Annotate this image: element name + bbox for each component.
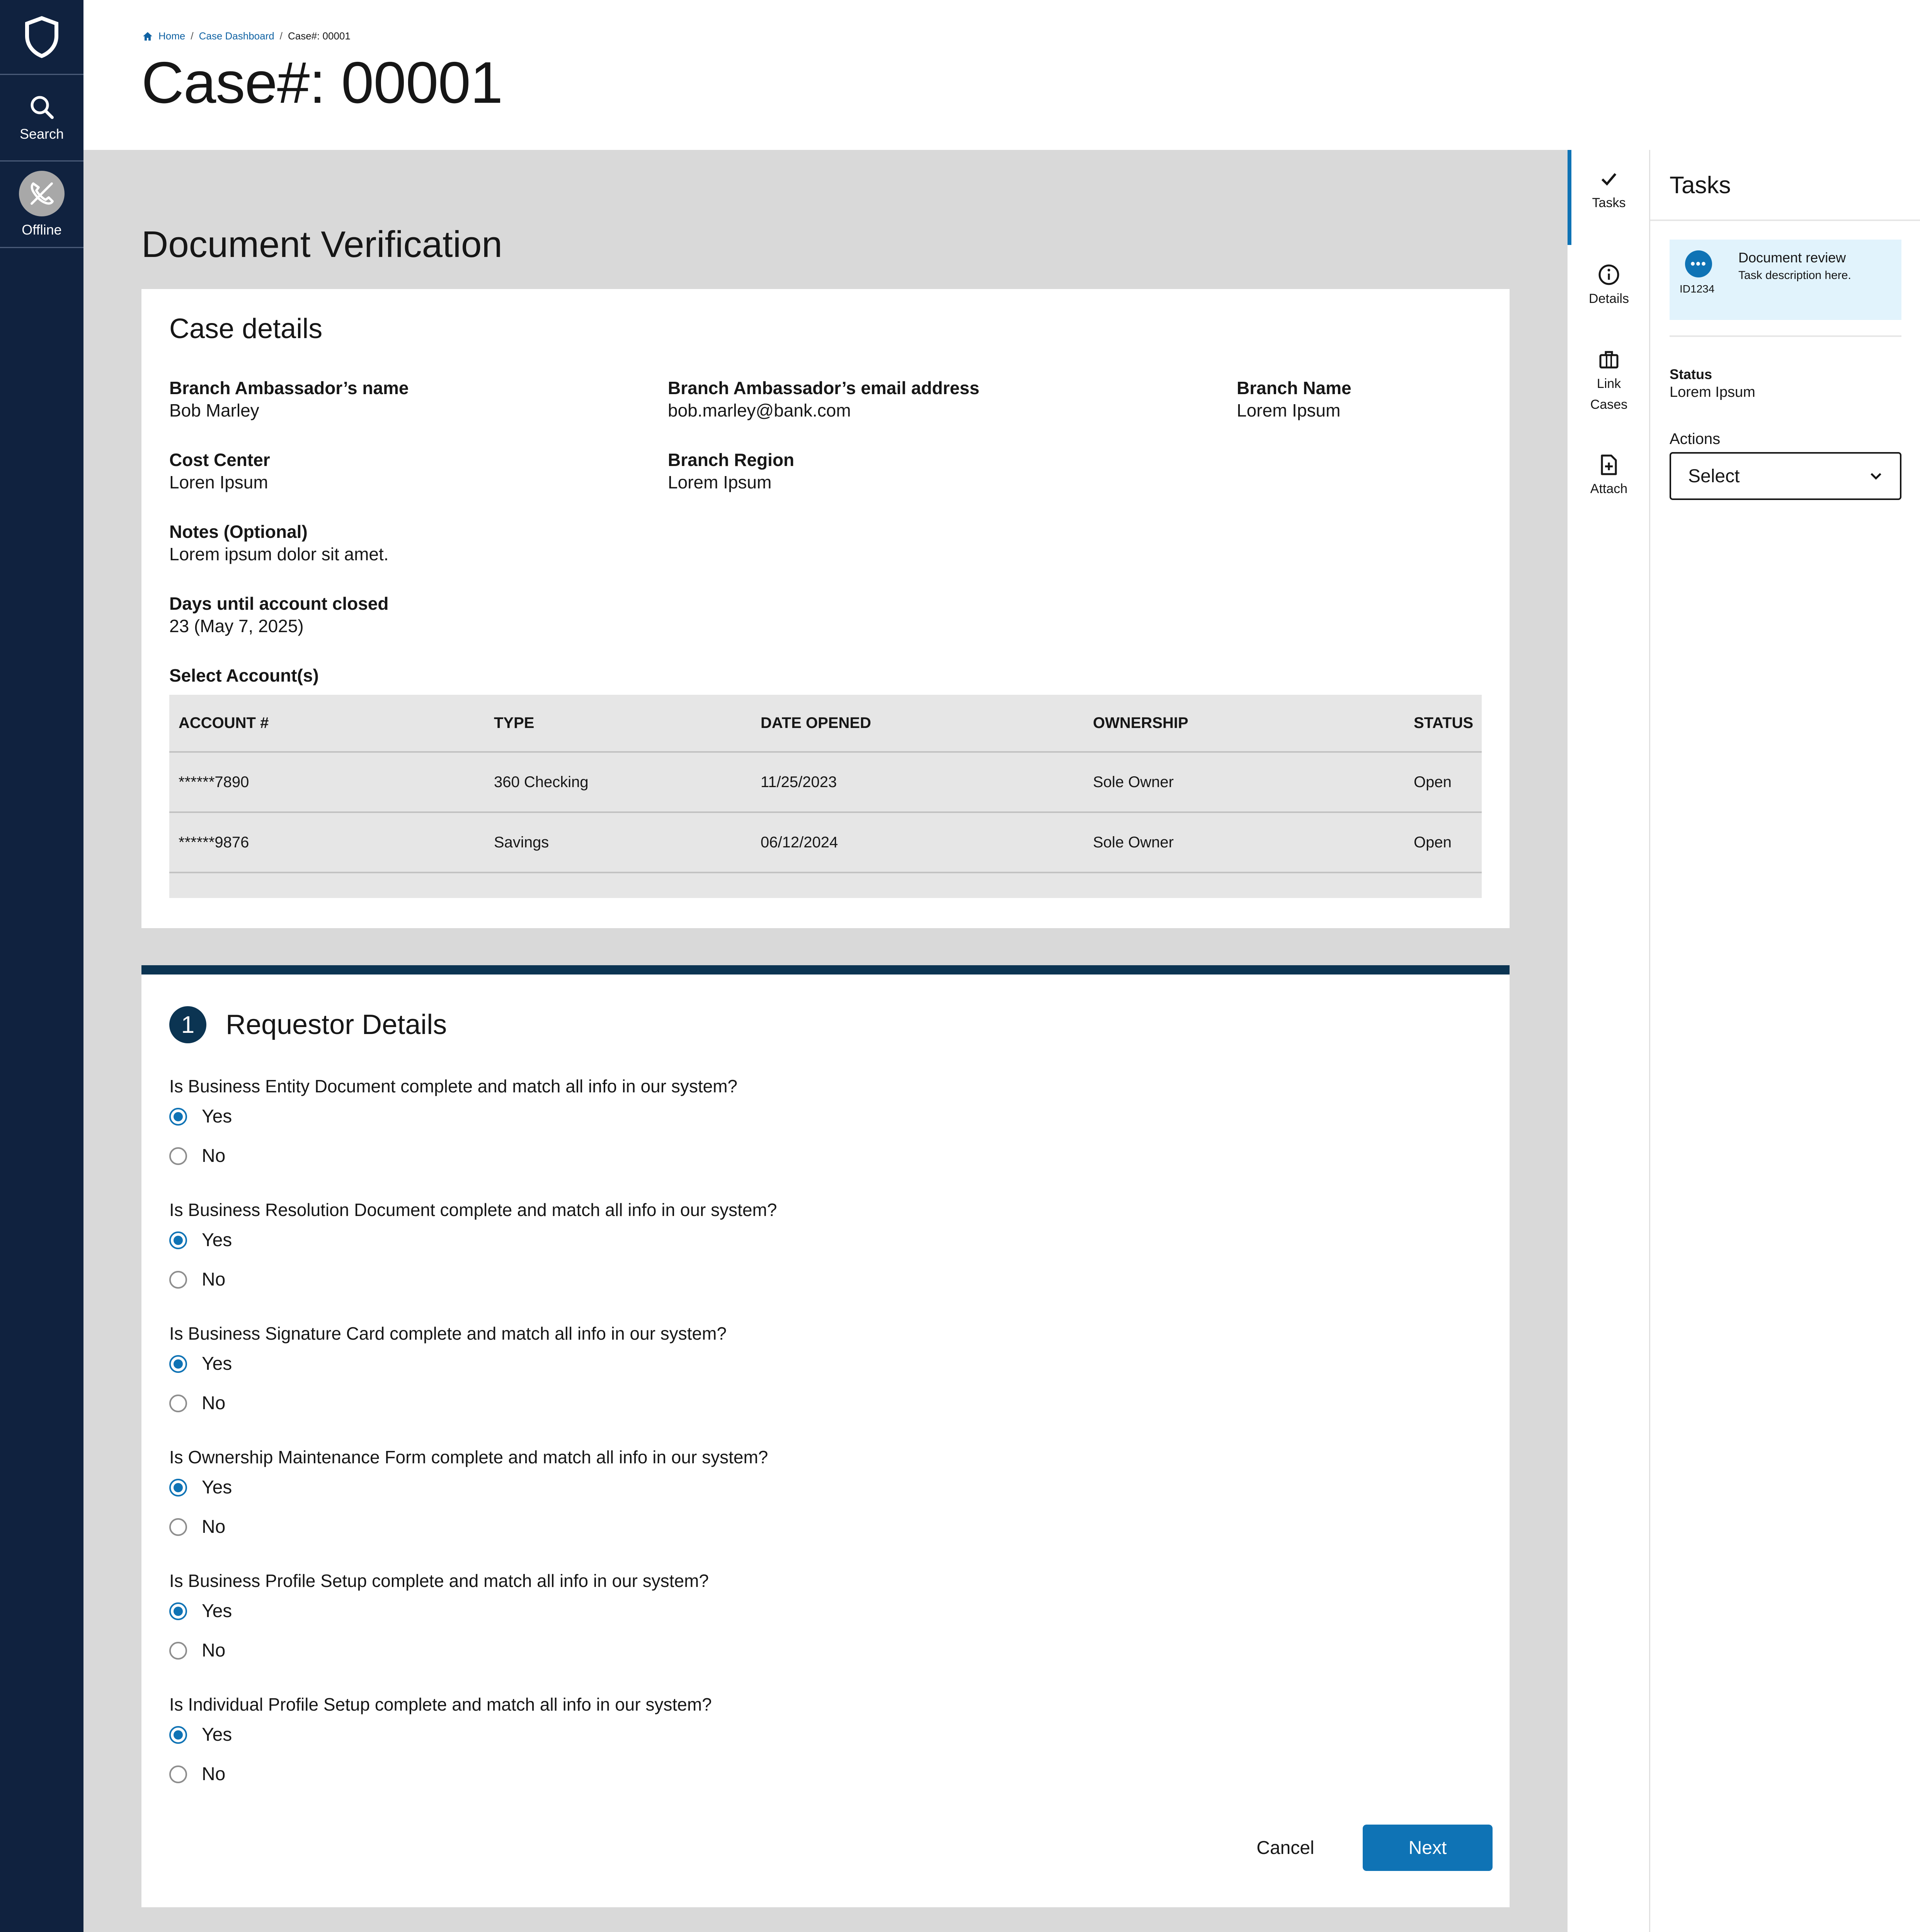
rail-attach-label: Attach bbox=[1590, 481, 1628, 496]
column-header-date-opened[interactable]: DATE OPENED bbox=[761, 714, 871, 731]
radio-yes[interactable] bbox=[169, 1724, 232, 1745]
briefcase-icon bbox=[1597, 346, 1620, 373]
rail-link-label-line2: Cases bbox=[1590, 397, 1628, 412]
tasks-panel-title: Tasks bbox=[1670, 172, 1731, 199]
radio-button-checked[interactable] bbox=[169, 1355, 187, 1373]
cancel-button[interactable]: Cancel bbox=[1227, 1825, 1343, 1871]
rail-details-label: Details bbox=[1589, 291, 1629, 306]
field-branch-name bbox=[1237, 377, 1351, 422]
radio-button[interactable] bbox=[169, 1395, 187, 1412]
radio-label-no: No bbox=[202, 1146, 226, 1166]
field-value: Loren Ipsum bbox=[169, 472, 268, 492]
field-label: Branch Region bbox=[668, 450, 795, 470]
column-header-status[interactable]: STATUS bbox=[1414, 714, 1474, 731]
info-icon bbox=[1597, 261, 1620, 288]
table-header bbox=[169, 695, 1482, 753]
radio-no[interactable] bbox=[169, 1764, 225, 1785]
rail-tab-link-cases[interactable] bbox=[1568, 346, 1650, 415]
radio-yes[interactable] bbox=[169, 1230, 232, 1251]
next-button[interactable]: Next bbox=[1363, 1825, 1493, 1871]
accounts-table bbox=[169, 695, 1482, 898]
field-value: bob.marley@bank.com bbox=[668, 400, 851, 420]
radio-no[interactable] bbox=[169, 1516, 225, 1537]
rail-tab-attach[interactable] bbox=[1568, 451, 1650, 499]
cell-type: Savings bbox=[494, 833, 549, 851]
field-cost-center bbox=[169, 449, 270, 493]
question-business-profile: Is Business Profile Setup complete and match all info in our system? bbox=[169, 1571, 709, 1591]
add-document-icon bbox=[1598, 451, 1620, 478]
breadcrumb-separator: / bbox=[191, 30, 194, 42]
radio-yes[interactable] bbox=[169, 1477, 232, 1498]
question-ownership-maintenance: Is Ownership Maintenance Form complete and match all info in our system? bbox=[169, 1447, 768, 1467]
radio-label-yes: Yes bbox=[202, 1477, 232, 1498]
field-label: Cost Center bbox=[169, 450, 270, 470]
task-card[interactable] bbox=[1670, 240, 1901, 320]
divider bbox=[1670, 335, 1901, 337]
status-value: Lorem Ipsum bbox=[1670, 384, 1755, 400]
radio-button[interactable] bbox=[169, 1642, 187, 1660]
divider bbox=[1650, 219, 1920, 221]
radio-button[interactable] bbox=[169, 1147, 187, 1165]
field-label: Days until account closed bbox=[169, 594, 389, 614]
field-branch-region bbox=[668, 449, 794, 493]
table-row[interactable] bbox=[169, 813, 1482, 873]
radio-label-yes: Yes bbox=[202, 1230, 232, 1250]
radio-button[interactable] bbox=[169, 1765, 187, 1783]
radio-yes[interactable] bbox=[169, 1106, 232, 1127]
radio-label-no: No bbox=[202, 1393, 226, 1413]
field-days-until-closed bbox=[169, 593, 388, 637]
field-value: 23 (May 7, 2025) bbox=[169, 616, 304, 636]
cell-date-opened: 11/25/2023 bbox=[761, 773, 837, 791]
step-1-number: 1 bbox=[169, 1006, 206, 1043]
radio-yes[interactable] bbox=[169, 1353, 232, 1374]
radio-no[interactable] bbox=[169, 1269, 225, 1290]
rail-tab-details[interactable] bbox=[1568, 261, 1650, 309]
field-ambassador-email bbox=[668, 377, 979, 422]
search-icon bbox=[28, 94, 55, 121]
page-header bbox=[83, 0, 1920, 150]
task-title: Document review bbox=[1738, 250, 1846, 265]
section-title: Document Verification bbox=[141, 224, 502, 265]
column-header-ownership[interactable]: OWNERSHIP bbox=[1093, 714, 1188, 731]
radio-button-checked[interactable] bbox=[169, 1479, 187, 1497]
field-value: Lorem Ipsum bbox=[668, 472, 772, 492]
breadcrumb-separator: / bbox=[279, 30, 283, 42]
select-accounts-label bbox=[169, 665, 319, 687]
radio-button-checked[interactable] bbox=[169, 1602, 187, 1620]
radio-button-checked[interactable] bbox=[169, 1231, 187, 1249]
main-content bbox=[83, 150, 1568, 1932]
shield-logo[interactable] bbox=[0, 0, 83, 75]
question-business-resolution: Is Business Resolution Document complete and match all info in our system? bbox=[169, 1200, 777, 1220]
radio-label-yes: Yes bbox=[202, 1106, 232, 1127]
field-label: Branch Ambassador’s name bbox=[169, 378, 409, 398]
case-details-card bbox=[141, 289, 1510, 928]
column-header-account[interactable]: ACCOUNT # bbox=[179, 714, 269, 731]
radio-label-no: No bbox=[202, 1764, 226, 1784]
shield-icon bbox=[24, 16, 60, 58]
step-1-label: Requestor Details bbox=[226, 1009, 447, 1040]
radio-label-no: No bbox=[202, 1640, 226, 1661]
cell-status: Open bbox=[1414, 773, 1452, 791]
tasks-panel bbox=[1650, 150, 1920, 1932]
step-1-header[interactable] bbox=[169, 1006, 447, 1043]
cell-account: ******7890 bbox=[179, 773, 249, 791]
radio-button[interactable] bbox=[169, 1518, 187, 1536]
field-value: Lorem Ipsum bbox=[1237, 400, 1341, 420]
radio-label-yes: Yes bbox=[202, 1725, 232, 1745]
checkmark-icon bbox=[1598, 165, 1619, 192]
task-description: Task description here. bbox=[1738, 269, 1851, 282]
rail-tasks-label: Tasks bbox=[1592, 196, 1626, 210]
radio-no[interactable] bbox=[169, 1145, 225, 1167]
radio-label-yes: Yes bbox=[202, 1354, 232, 1374]
actions-select-value: Select bbox=[1688, 466, 1740, 486]
radio-label-no: No bbox=[202, 1517, 226, 1537]
question-individual-profile: Is Individual Profile Setup complete and match all info in our system? bbox=[169, 1694, 712, 1714]
case-details-title: Case details bbox=[169, 313, 323, 344]
radio-yes[interactable] bbox=[169, 1600, 232, 1622]
table-row[interactable] bbox=[169, 753, 1482, 813]
nav-offline[interactable] bbox=[0, 162, 83, 248]
radio-no[interactable] bbox=[169, 1640, 225, 1661]
question-signature-card: Is Business Signature Card complete and match all info in our system? bbox=[169, 1323, 727, 1344]
breadcrumb bbox=[142, 30, 351, 42]
select-accounts-text: Select Account(s) bbox=[169, 665, 319, 685]
radio-button-checked[interactable] bbox=[169, 1726, 187, 1744]
cell-account: ******9876 bbox=[179, 833, 249, 851]
actions-select[interactable] bbox=[1670, 452, 1901, 500]
nav-search[interactable] bbox=[0, 75, 83, 162]
status-label: Status bbox=[1670, 366, 1712, 382]
radio-button-checked[interactable] bbox=[169, 1108, 187, 1126]
field-label: Branch Name bbox=[1237, 378, 1351, 398]
nav-search-label: Search bbox=[19, 126, 64, 142]
breadcrumb-case-dashboard[interactable]: Case Dashboard bbox=[199, 30, 274, 42]
home-icon bbox=[142, 31, 153, 41]
field-ambassador-name bbox=[169, 377, 409, 422]
field-notes bbox=[169, 521, 389, 565]
breadcrumb-home[interactable]: Home bbox=[158, 30, 186, 42]
chevron-down-icon bbox=[1869, 471, 1883, 481]
radio-label-yes: Yes bbox=[202, 1601, 232, 1621]
cell-status: Open bbox=[1414, 833, 1452, 851]
question-business-entity: Is Business Entity Document complete and match all info in our system? bbox=[169, 1076, 738, 1096]
radio-button[interactable] bbox=[169, 1271, 187, 1289]
field-value: Lorem ipsum dolor sit amet. bbox=[169, 544, 389, 564]
radio-no[interactable] bbox=[169, 1393, 225, 1414]
field-label: Notes (Optional) bbox=[169, 522, 308, 542]
cell-ownership: Sole Owner bbox=[1093, 773, 1174, 791]
field-label: Branch Ambassador’s email address bbox=[668, 378, 980, 398]
left-nav bbox=[0, 0, 83, 1932]
nav-offline-label: Offline bbox=[22, 221, 62, 238]
radio-label-no: No bbox=[202, 1269, 226, 1290]
right-icon-rail bbox=[1568, 150, 1650, 1932]
breadcrumb-current: Case#: 00001 bbox=[288, 30, 351, 42]
rail-tab-tasks[interactable] bbox=[1568, 165, 1650, 213]
field-value: Bob Marley bbox=[169, 400, 259, 420]
step-requestor-details-card bbox=[141, 965, 1510, 1907]
rail-link-label-line1: Link bbox=[1597, 376, 1621, 391]
page-title: Case#: 00001 bbox=[141, 50, 503, 116]
actions-label: Actions bbox=[1670, 430, 1721, 447]
task-id: ID1234 bbox=[1680, 283, 1715, 295]
more-icon[interactable]: ••• bbox=[1685, 250, 1712, 277]
offline-phone-icon bbox=[19, 171, 65, 216]
cell-date-opened: 06/12/2024 bbox=[761, 833, 838, 851]
column-header-type[interactable]: TYPE bbox=[494, 714, 534, 731]
cell-ownership: Sole Owner bbox=[1093, 833, 1174, 851]
cell-type: 360 Checking bbox=[494, 773, 589, 791]
